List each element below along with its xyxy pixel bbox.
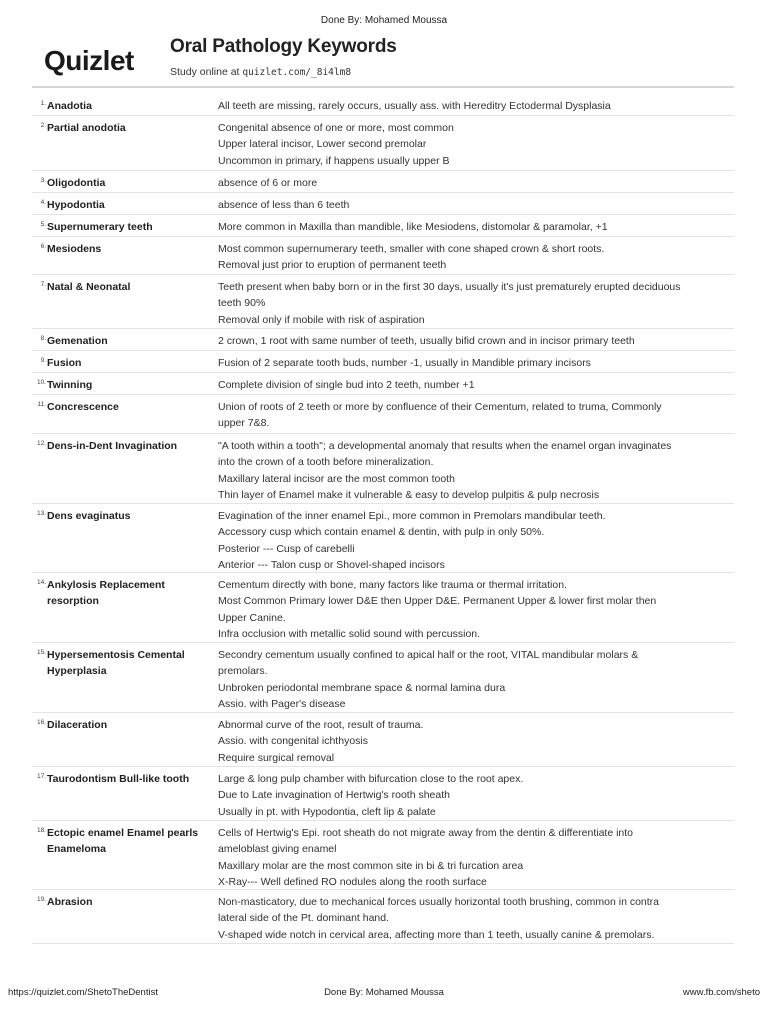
definition-line: Due to Late invagination of Hertwig's rooth sheath — [218, 789, 450, 802]
keyword-row — [32, 643, 734, 713]
item-number: 16. — [36, 719, 46, 726]
definition-line: Union of roots of 2 teeth or more by confluence of their Cementum, related to truma, Commonly — [218, 401, 662, 413]
definition-line: Cementum directly with bone, many factors like trauma or thermal irritation. — [218, 579, 567, 591]
keyword-definition — [218, 197, 733, 213]
item-number: 6. — [40, 243, 46, 250]
definition-line: Teeth present when baby born or in the first 30 days, usually it's just prematurely erupted deciduous — [218, 281, 681, 293]
definition-line: Complete division of single bud into 2 teeth, number +1 — [218, 379, 475, 391]
keyword-term: Ectopic enamel Enamel pearls Enameloma — [47, 827, 199, 856]
definition-line: 2 crown, 1 root with same number of teeth, usually bifid crown and in incisor primary teeth — [218, 335, 635, 347]
keyword-row — [32, 94, 734, 116]
keyword-term: Natal & Neonatal — [47, 281, 131, 293]
definition-line: All teeth are missing, rarely occurs, usually ass. with Hereditry Ectodermal Dysplasia — [218, 100, 611, 112]
definition-line: Abnormal curve of the root, result of trauma. — [218, 719, 424, 731]
definition-line: Congenital absence of one or more, most common — [218, 122, 454, 134]
definition-line: Unbroken periodontal membrane space & normal lamina dura — [218, 681, 506, 694]
keyword-row — [32, 329, 734, 351]
definition-line: Most Common Primary lower D&E then Upper D&E. Permanent Upper & lower first molar then — [218, 595, 657, 608]
keyword-row — [32, 434, 734, 504]
definition-line: Removal just prior to eruption of permanent teeth — [218, 259, 447, 272]
keyword-row — [32, 395, 734, 434]
keyword-row — [32, 237, 734, 275]
keyword-definition — [218, 219, 733, 235]
keyword-term: Dilaceration — [47, 719, 108, 731]
keyword-term: Supernumerary teeth — [47, 221, 153, 233]
keyword-definition — [218, 894, 733, 943]
definition-line: More common in Maxilla than mandible, like Mesiodens, distomolar & paramolar, +1 — [218, 221, 608, 233]
definition-line: "A tooth within a tooth"; a developmental anomaly that results when the enamel organ invaginates — [218, 440, 672, 452]
definition-line: into the crown of a tooth before mineralization. — [218, 456, 434, 469]
definition-line: Large & long pulp chamber with bifurcation close to the root apex. — [218, 773, 524, 785]
item-number: 12. — [36, 440, 46, 447]
definition-line: Removal only if mobile with risk of aspiration — [218, 313, 425, 326]
item-number: 15. — [36, 649, 46, 656]
definition-line: Assio. with Pager's disease — [218, 697, 346, 710]
top-credit: Done By: Mohamed Moussa — [320, 15, 448, 26]
definition-line: Infra occlusion with metallic solid sound with percussion. — [218, 627, 481, 640]
keyword-row — [32, 767, 734, 821]
keyword-row — [32, 275, 734, 329]
keyword-definition — [218, 377, 733, 393]
definition-line: Uncommon in primary, if happens usually upper B — [218, 154, 450, 167]
keyword-row — [32, 890, 734, 944]
item-number: 4. — [40, 199, 46, 206]
keyword-term: Twinning — [47, 379, 93, 391]
keyword-definition — [218, 771, 733, 820]
keyword-term: Mesiodens — [47, 243, 102, 255]
item-number: 2. — [40, 122, 46, 129]
keyword-row — [32, 713, 734, 767]
keyword-definition — [218, 438, 733, 503]
definition-line: absence of less than 6 teeth — [218, 199, 350, 211]
definition-line: Assio. with congenital ichthyosis — [218, 735, 368, 748]
keyword-definition — [218, 241, 733, 274]
keyword-term: Concrescence — [47, 401, 119, 413]
definition-line: Non-masticatory, due to mechanical forces usually horizontal tooth brushing, common in contra — [218, 896, 660, 908]
keyword-row — [32, 573, 734, 643]
definition-line: Anterior --- Talon cusp or Shovel-shaped incisors — [218, 558, 445, 571]
study-url[interactable]: quizlet.com/_8i4lm8 — [242, 67, 352, 78]
definition-line: Secondry cementum usually confined to apical half or the root, VITAL mandibular molars & — [218, 649, 639, 661]
keyword-row — [32, 193, 734, 215]
keyword-definition — [218, 399, 733, 432]
page-title: Oral Pathology Keywords — [170, 36, 397, 57]
definition-line: teeth 90% — [218, 297, 266, 310]
page-footer — [0, 987, 768, 1001]
item-number: 3. — [40, 177, 46, 184]
keyword-row — [32, 215, 734, 237]
item-number: 5. — [40, 221, 46, 228]
definition-line: Usually in pt. with Hypodontia, cleft lip & palate — [218, 805, 436, 818]
item-number: 18. — [36, 827, 46, 834]
keyword-term: Hypodontia — [47, 199, 105, 211]
keyword-term: Taurodontism Bull-like tooth — [47, 773, 190, 785]
keyword-definition — [218, 175, 733, 191]
keyword-row — [32, 351, 734, 373]
definition-line: X-Ray--- Well defined RO nodules along the rooth surface — [218, 875, 487, 888]
definition-line: Posterior --- Cusp of carebelli — [218, 542, 355, 555]
keyword-definition — [218, 355, 733, 371]
quizlet-logo: Quizlet — [44, 45, 134, 76]
footer-right-link[interactable]: www.fb.com/sheto — [682, 987, 760, 998]
definition-line: Thin layer of Enamel make it vulnerable & easy to develop pulpitis & pulp necrosis — [218, 488, 600, 501]
keyword-definition — [218, 508, 733, 573]
definition-line: Upper Canine. — [218, 611, 286, 624]
keyword-term: Dens evaginatus — [47, 510, 131, 522]
item-number: 14. — [36, 579, 46, 586]
footer-left-link[interactable]: https://quizlet.com/ShetoTheDentist — [8, 987, 158, 998]
definition-line: Most common supernumerary teeth, smaller with cone shaped crown & short roots. — [218, 243, 605, 255]
item-number: 10. — [36, 379, 46, 386]
definition-line: Require surgical removal — [218, 751, 335, 764]
keyword-row — [32, 821, 734, 890]
keyword-term: Gemenation — [47, 335, 108, 347]
item-number: 7. — [40, 281, 46, 288]
document-header — [44, 36, 734, 86]
keyword-row — [32, 373, 734, 395]
keyword-row — [32, 504, 734, 573]
keyword-term: Partial anodotia — [47, 122, 126, 134]
definition-line: Evagination of the inner enamel Epi., more common in Premolars mandibular teeth. — [218, 510, 606, 522]
keyword-term: Oligodontia — [47, 177, 106, 189]
definition-line: absence of 6 or more — [218, 177, 318, 189]
header-divider — [32, 86, 734, 88]
definition-line: lateral side of the Pt. dominant hand. — [218, 912, 390, 925]
definition-line: Cells of Hertwig's Epi. root sheath do not migrate away from the dentin & differentiate into — [218, 827, 634, 839]
item-number: 13. — [36, 510, 46, 517]
definition-line: Maxillary lateral incisor are the most common tooth — [218, 472, 455, 485]
item-number: 1. — [40, 100, 46, 107]
keyword-term: Hypersementosis Cemental Hyperplasia — [47, 649, 185, 678]
definition-line: Fusion of 2 separate tooth buds, number -1, usually in Mandible primary incisors — [218, 357, 591, 369]
keyword-term: Anadotia — [47, 100, 92, 112]
item-number: 11. — [37, 401, 46, 408]
definition-line: ameloblast giving enamel — [218, 843, 337, 856]
keyword-term: Ankylosis Replacement resorption — [47, 579, 165, 608]
keyword-definition — [218, 333, 733, 349]
keyword-term: Dens-in-Dent Invagination — [47, 440, 178, 452]
footer-credit: Done By: Mohamed Moussa — [324, 987, 444, 998]
keyword-definition — [218, 577, 733, 642]
keyword-definition — [218, 647, 733, 712]
definition-line: Accessory cusp which contain enamel & dentin, with pulp in only 50%. — [218, 526, 545, 539]
definition-line: Upper lateral incisor, Lower second premolar — [218, 138, 427, 151]
item-number: 17. — [36, 773, 46, 780]
keyword-definition — [218, 279, 733, 328]
keyword-definition — [218, 825, 733, 890]
keyword-row — [32, 171, 734, 193]
definition-line: premolars. — [218, 665, 268, 678]
subtitle-prefix: Study online at — [170, 66, 243, 78]
keyword-term: Fusion — [47, 357, 82, 369]
keyword-definition — [218, 120, 733, 169]
item-number: 9. — [40, 357, 46, 364]
definition-line: V-shaped wide notch in cervical area, affecting more than 1 teeth, usually canine & premolars. — [218, 928, 655, 941]
keyword-term: Abrasion — [47, 896, 93, 908]
definition-line: Maxillary molar are the most common site in bi & tri furcation area — [218, 859, 524, 872]
item-number: 8. — [40, 335, 46, 342]
item-number: 19. — [36, 896, 46, 903]
keyword-definition — [218, 717, 733, 766]
definition-line: upper 7&8. — [218, 417, 270, 430]
keyword-definition — [218, 98, 733, 114]
keyword-row — [32, 116, 734, 171]
study-online-line — [170, 66, 351, 78]
